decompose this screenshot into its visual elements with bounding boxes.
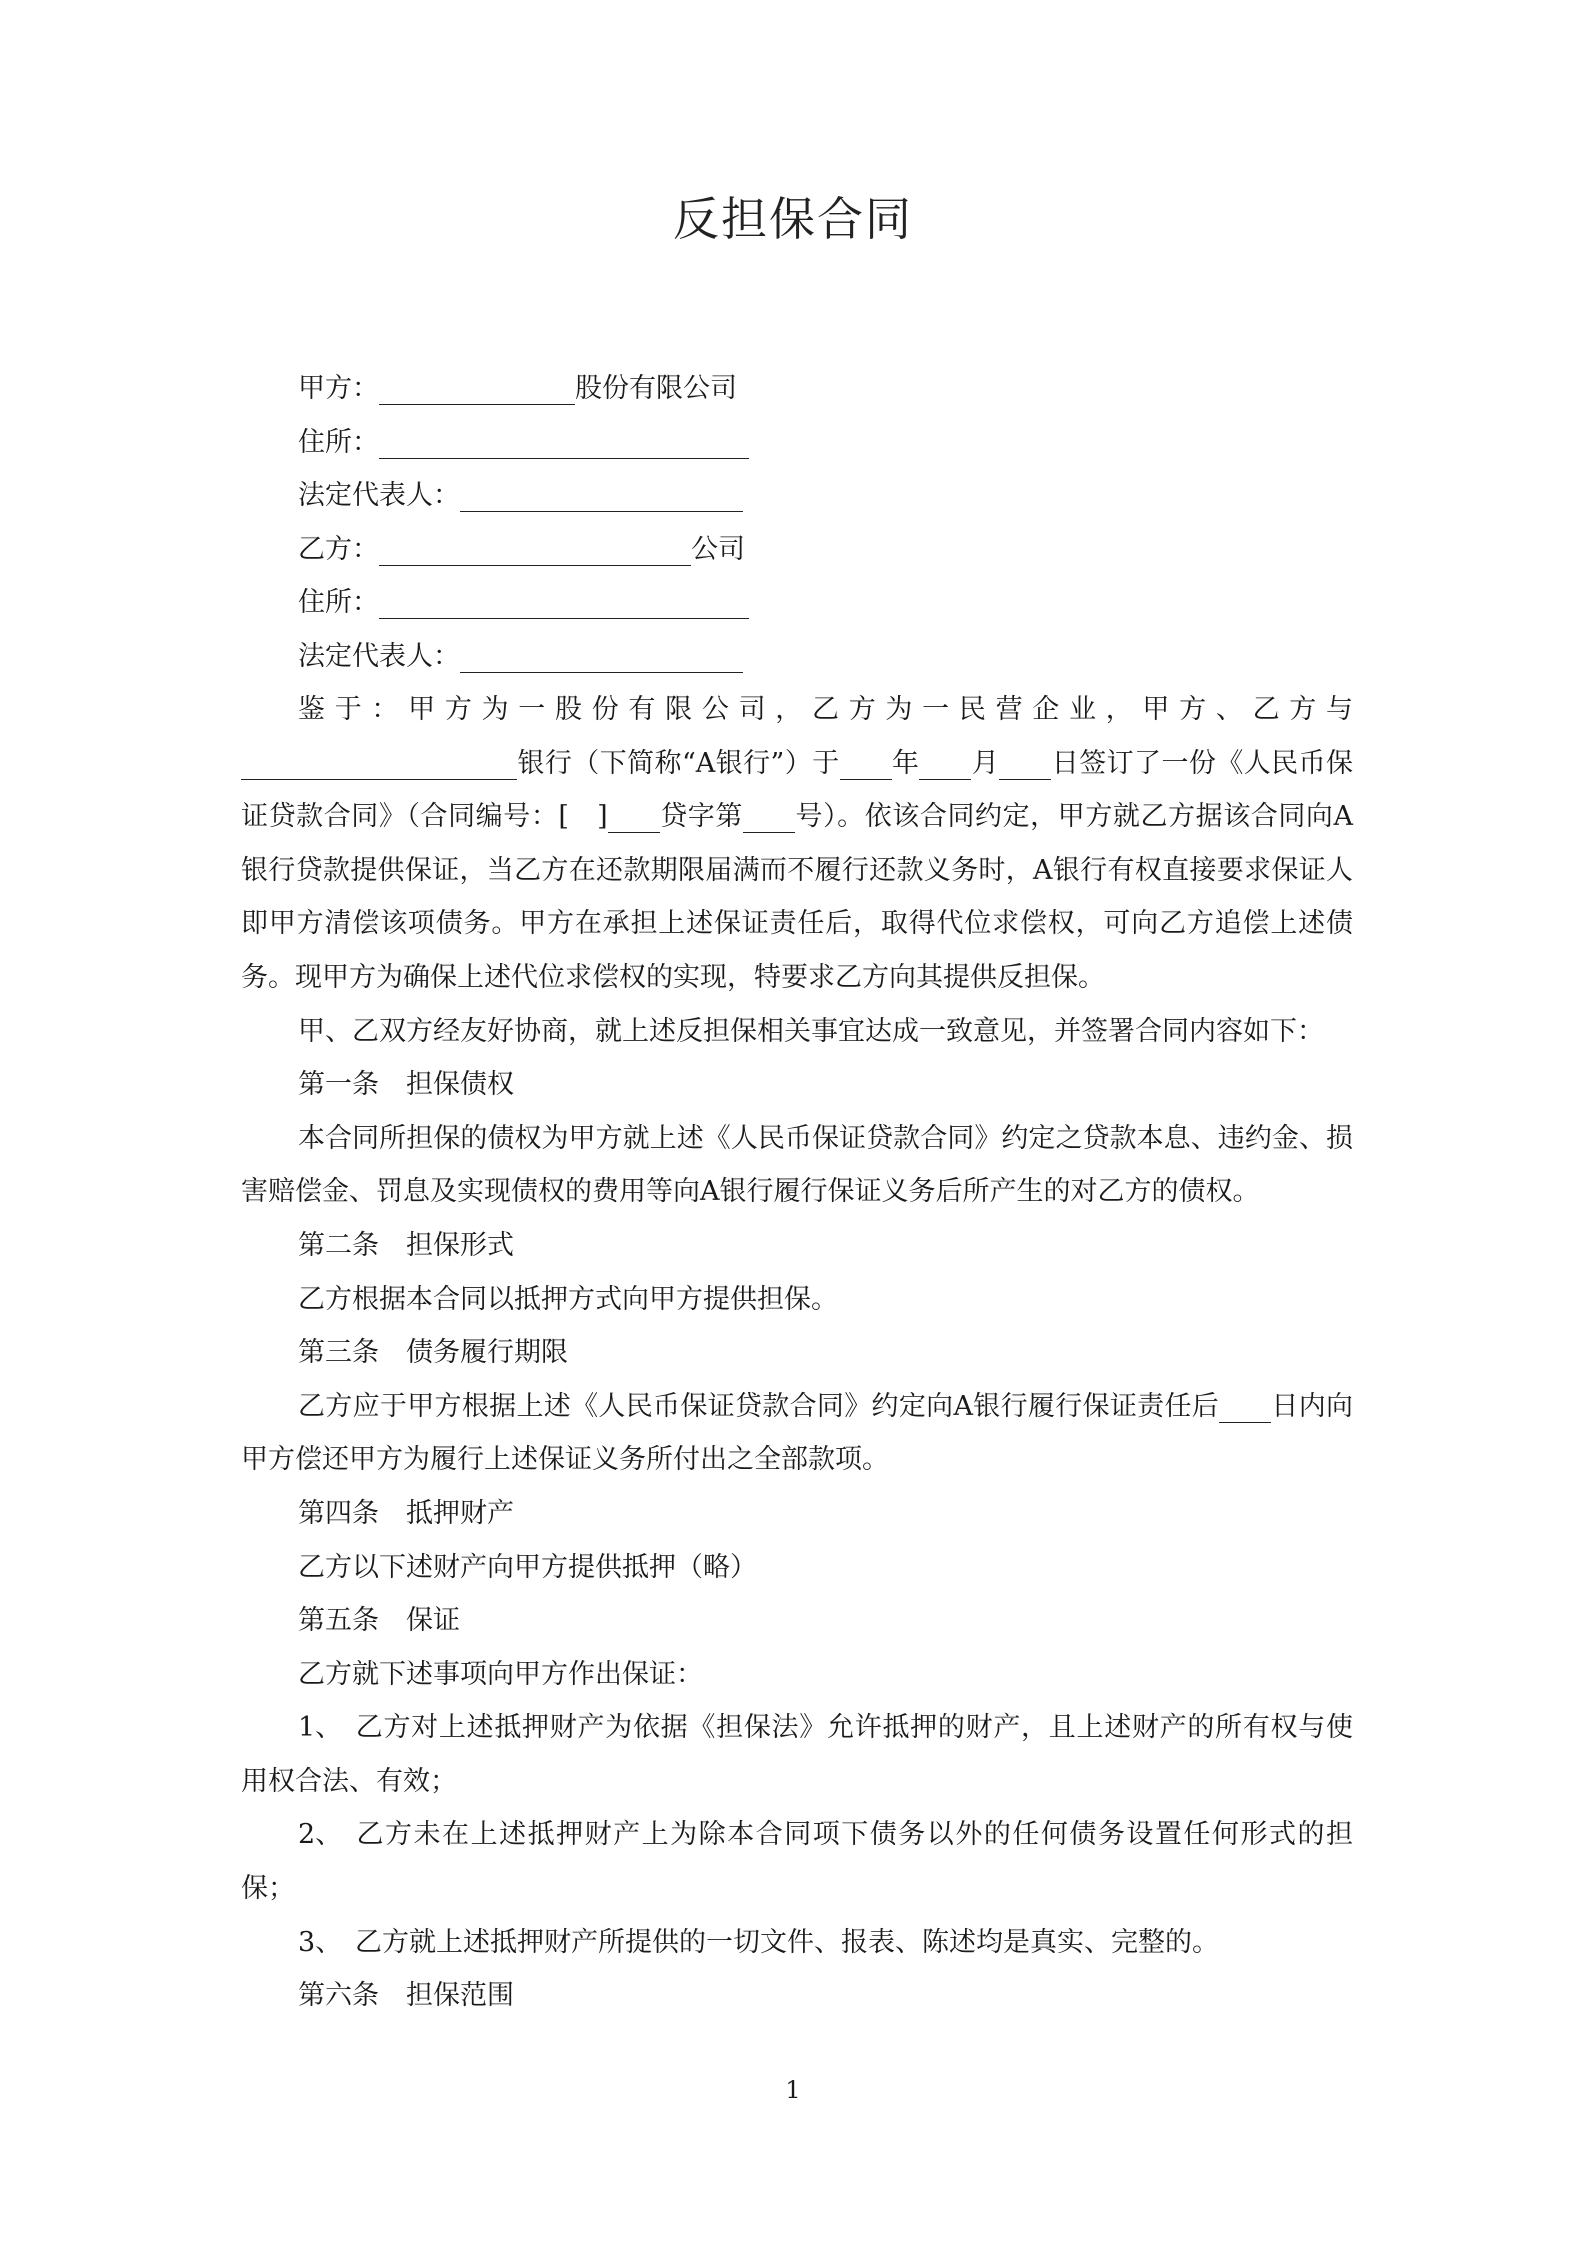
- legal-rep-label: 法定代表人：: [298, 480, 460, 512]
- legal-rep-label: 法定代表人：: [298, 640, 460, 672]
- list-number: 3、: [298, 1926, 343, 1958]
- day-blank: [999, 745, 1051, 780]
- article-3-text-a: 乙方应于甲方根据上述《人民币保证贷款合同》约定向A银行履行保证责任后: [298, 1390, 1220, 1422]
- party-a-blank: [379, 370, 575, 405]
- party-info-block: [298, 362, 1298, 684]
- party-b-blank: [379, 531, 691, 566]
- party-b-address-line: [298, 576, 1298, 630]
- party-b-line: [298, 523, 1298, 577]
- party-a-line: [298, 362, 1298, 416]
- days-blank: [1219, 1388, 1271, 1423]
- article-6-title: 第六条 担保范围: [298, 1980, 514, 2012]
- loan-prefix-blank: [608, 798, 660, 833]
- party-b-suffix: 公司: [691, 533, 745, 565]
- recital-text-4: 号）。依该合同约定，甲方就乙方据该合同向A银行贷款提供保证，当乙方在还款期限届满而不履行还款义务时，A银行有权直接要求保证人即甲方清偿该项债务。甲方在承担上述保证责任后，取得代位求偿权，可向乙方追偿上述债务。现甲方为确保上述代位求偿权的实现，特要求乙方向其提供反担保。: [241, 801, 1354, 993]
- article-1-text: 本合同所担保的债权为甲方就上述《人民币保证贷款合同》约定之贷款本息、违约金、损害赔偿金、罚息及实现债权的费用等向A银行履行保证义务后所产生的对乙方的债权。: [241, 1122, 1353, 1208]
- list-number: 1、: [298, 1712, 343, 1744]
- loan-number-blank: [743, 798, 795, 833]
- article-5-item-2: [241, 1808, 1353, 1915]
- party-b-legal-rep-blank: [460, 638, 743, 673]
- article-2-text: 乙方根据本合同以抵押方式向甲方提供担保。: [298, 1283, 838, 1315]
- recital-paragraph: [241, 683, 1353, 1005]
- agreement-paragraph: 甲、乙双方经友好协商，就上述反担保相关事宜达成一致意见，并签署合同内容如下：: [298, 1015, 1324, 1047]
- month-label: 月: [971, 747, 1000, 779]
- recital-text-1: 鉴于：甲方为一股份有限公司，乙方为一民营企业，甲方、乙方与: [298, 694, 1353, 725]
- party-a-legal-rep-line: [298, 469, 1298, 523]
- article-5-text: 乙方就下述事项向甲方作出保证：: [298, 1658, 703, 1690]
- year-label: 年: [891, 747, 920, 779]
- list-item-text: 乙方对上述抵押财产为依据《担保法》允许抵押的财产，且上述财产的所有权与使用权合法、有效；: [241, 1712, 1353, 1797]
- article-2-title: 第二条 担保形式: [298, 1229, 514, 1261]
- list-number: 2、: [298, 1819, 343, 1851]
- article-5-item-3: [241, 1916, 1353, 1970]
- article-4-text: 乙方以下述财产向甲方提供抵押（略）: [298, 1551, 757, 1583]
- article-3-text-b: 日内向甲方偿还甲方为履行上述保证义务所付出之全部款项。: [241, 1390, 1354, 1476]
- article-5-title: 第五条 保证: [298, 1605, 460, 1637]
- month-blank: [919, 745, 971, 780]
- party-a-address-blank: [379, 424, 749, 459]
- loan-word: 贷字第: [659, 801, 743, 833]
- article-1-title: 第一条 担保债权: [298, 1069, 514, 1101]
- party-a-label: 甲方：: [298, 373, 379, 404]
- party-b-legal-rep-line: [298, 630, 1298, 684]
- party-a-suffix: 股份有限公司: [575, 373, 737, 404]
- article-5-item-1: [241, 1701, 1353, 1808]
- party-a-address-line: [298, 416, 1298, 470]
- article-3-title: 第三条 债务履行期限: [298, 1337, 568, 1369]
- party-b-address-blank: [379, 584, 749, 619]
- recital-text-3: 日签订了一份《人民币保证贷款合同》（合同编号：[ ]: [241, 747, 1354, 833]
- contract-body: [241, 683, 1353, 2023]
- list-item-text: 乙方就上述抵押财产所提供的一切文件、报表、陈述均是真实、完整的。: [355, 1926, 1219, 1958]
- document-title: 反担保合同: [673, 192, 913, 246]
- year-blank: [840, 745, 892, 780]
- article-4-title: 第四条 抵押财产: [298, 1497, 514, 1529]
- party-b-label: 乙方：: [298, 533, 379, 565]
- article-3-text: [241, 1380, 1353, 1487]
- page-number: 1: [785, 2076, 801, 2104]
- recital-text-2: 银行（下简称“A银行”）于: [517, 747, 840, 779]
- address-label: 住所：: [298, 426, 379, 458]
- list-item-text: 乙方未在上述抵押财产上为除本合同项下债务以外的任何债务设置任何形式的担保；: [241, 1819, 1353, 1905]
- address-label: 住所：: [298, 587, 379, 619]
- party-a-legal-rep-blank: [460, 477, 743, 512]
- bank-name-blank: [241, 745, 517, 780]
